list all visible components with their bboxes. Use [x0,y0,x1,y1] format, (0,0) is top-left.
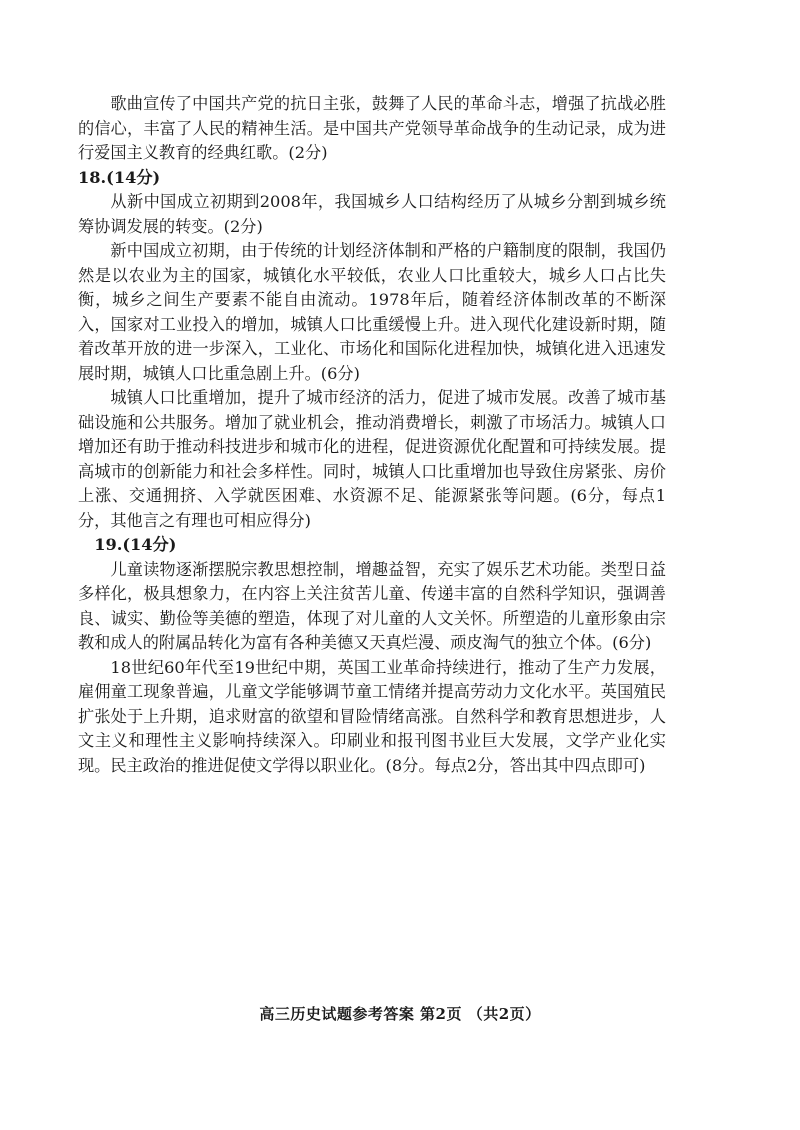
question-19-heading: 19.(14分) [94,535,177,554]
paragraph-18-change: 新中国成立初期，由于传统的计划经济体制和严格的户籍制度的限制，我国仍然是以农业为主的国家，城镇化水平较低，农业人口比重较大，城乡人口占比失衡，城乡之间生产要素不能自由流动。1978年后，随着经济体制改革的不断深入，国家对工业投入的增加，城镇人口比重缓慢上升。进入现代化建设新时期，随着改革开放的进一步深入，工业化、市场化和国际化进程加快，城镇化进入迅速发展时期，城镇人口比重急剧上升。(6分) [78,241,666,383]
paragraph-18-impact: 城镇人口比重增加，提升了城市经济的活力，促进了城市发展。改善了城市基础设施和公共服务。增加了就业机会，推动消费增长，刺激了市场活力。城镇人口增加还有助于推动科技进步和城市化的进程，促进资源优化配置和可持续发展。提高城市的创新能力和社会多样性。同时，城镇人口比重增加也导致住房紧张、房价上涨、交通拥挤、入学就医困难、水资源不足、能源紧张等问题。(6分，每点1分，其他言之有理也可相应得分) [78,388,666,530]
paragraph-19-features: 儿童读物逐渐摆脱宗教思想控制，增趣益智，充实了娱乐艺术功能。类型日益多样化，极具想象力，在内容上关注贫苦儿童、传递丰富的自然科学知识，强调善良、诚实、勤俭等美德的塑造，体现了对儿童的人文关怀。所塑造的儿童形象由宗教和成人的附属品转化为富有各种美德又天真烂漫、顽皮淘气的独立个体。(6分) [78,559,666,652]
paragraph-19-reasons: 18世纪60年代至19世纪中期，英国工业革命持续进行，推动了生产力发展，雇佣童工现象普遍，儿童文学能够调节童工情绪并提高劳动力文化水平。英国殖民扩张处于上升期，追求财富的欲望和冒险情绪高涨。自然科学和教育思想进步，人文主义和理性主义影响持续深入。印刷业和报刊图书业巨大发展，文学产业化实现。民主政治的推进促使文学得以职业化。(8分。每点2分，答出其中四点即可) [78,657,666,775]
paragraph-18-overview: 从新中国成立初期到2008年，我国城乡人口结构经历了从城乡分割到城乡统筹协调发展的转变。(2分) [78,192,666,236]
question-18-heading: 18.(14分) [78,167,161,187]
paragraph-17-conclusion: 歌曲宣传了中国共产党的抗日主张，鼓舞了人民的革命斗志，增强了抗战必胜的信心，丰富了人民的精神生活。是中国共产党领导革命战争的生动记录，成为进行爱国主义教育的经典红歌。(2分) [78,94,666,162]
page-footer: 高三历史试题参考答案 第2页 （共2页） [259,1005,541,1023]
answer-content [78,92,666,778]
